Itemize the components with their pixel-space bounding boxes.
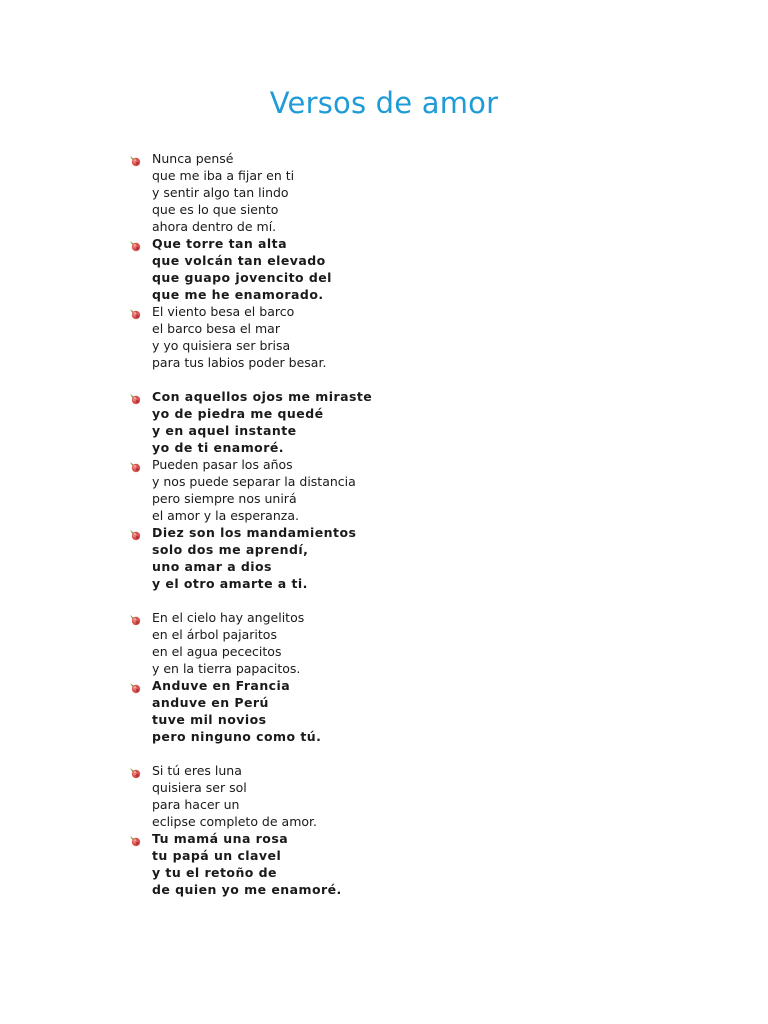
verse-line: y el otro amarte a ti. — [152, 576, 308, 591]
verse-line: que me iba a fijar en ti — [152, 168, 295, 183]
verse-line: Anduve en Francia — [152, 678, 291, 693]
verse-line: y en la tierra papacitos. — [152, 661, 301, 676]
verse-line: y yo quisiera ser brisa — [152, 338, 291, 353]
flower-bullet-icon — [128, 458, 142, 470]
verse-line: y sentir algo tan lindo — [152, 185, 289, 200]
poem-list — [128, 150, 528, 898]
verse-line: pero ninguno como tú. — [152, 729, 322, 744]
stanza — [128, 830, 528, 898]
verse-line: Que torre tan alta — [152, 236, 287, 251]
flower-bullet-icon — [128, 526, 142, 538]
stanza — [128, 388, 528, 456]
verse-line: En el cielo hay angelitos — [152, 610, 305, 625]
verse-line: yo de piedra me quedé — [152, 406, 324, 421]
verse-line: tu papá un clavel — [152, 848, 282, 863]
flower-bullet-icon — [128, 764, 142, 776]
verse-line: Con aquellos ojos me miraste — [152, 389, 373, 404]
stanza — [128, 456, 528, 524]
verse-line: yo de ti enamoré. — [152, 440, 284, 455]
page-title: Versos de amor — [269, 86, 499, 120]
verse-line: Tu mamá una rosa — [152, 831, 289, 846]
stanza — [128, 150, 528, 235]
verse-line: en el agua pececitos — [152, 644, 282, 659]
flower-bullet-icon — [128, 152, 142, 164]
verse-line: que me he enamorado. — [152, 287, 324, 302]
verse-line: Si tú eres luna — [152, 763, 242, 778]
verse-line: para hacer un — [152, 797, 240, 812]
verse-line: anduve en Perú — [152, 695, 269, 710]
verse-line: El viento besa el barco — [152, 304, 295, 319]
stanza — [128, 609, 528, 677]
verse-line: pero siempre nos unirá — [152, 491, 297, 506]
verse-line: que guapo jovencito del — [152, 270, 332, 285]
verse-line: Pueden pasar los años — [152, 457, 293, 472]
flower-bullet-icon — [128, 679, 142, 691]
verse-line: Nunca pensé — [152, 151, 234, 166]
flower-bullet-icon — [128, 832, 142, 844]
flower-bullet-icon — [128, 237, 142, 249]
stanza — [128, 677, 528, 745]
flower-bullet-icon — [128, 305, 142, 317]
verse-line: y tu el retoño de — [152, 865, 277, 880]
verse-line: uno amar a dios — [152, 559, 272, 574]
verse-line: eclipse completo de amor. — [152, 814, 317, 829]
verse-line: para tus labios poder besar. — [152, 355, 327, 370]
verse-line: solo dos me aprendí, — [152, 542, 309, 557]
verse-line: Diez son los mandamientos — [152, 525, 357, 540]
verse-line: quisiera ser sol — [152, 780, 247, 795]
verse-line: y en aquel instante — [152, 423, 297, 438]
verse-line: el barco besa el mar — [152, 321, 280, 336]
flower-bullet-icon — [128, 611, 142, 623]
verse-line: ahora dentro de mí. — [152, 219, 277, 234]
verse-line: el amor y la esperanza. — [152, 508, 299, 523]
verse-line: tuve mil novios — [152, 712, 267, 727]
verse-line: que volcán tan elevado — [152, 253, 326, 268]
verse-line: que es lo que siento — [152, 202, 279, 217]
stanza — [128, 762, 528, 830]
stanza — [128, 524, 528, 592]
verse-line: y nos puede separar la distancia — [152, 474, 356, 489]
stanza — [128, 303, 528, 371]
flower-bullet-icon — [128, 390, 142, 402]
stanza — [128, 235, 528, 303]
verse-line: de quien yo me enamoré. — [152, 882, 342, 897]
verse-line: en el árbol pajaritos — [152, 627, 277, 642]
